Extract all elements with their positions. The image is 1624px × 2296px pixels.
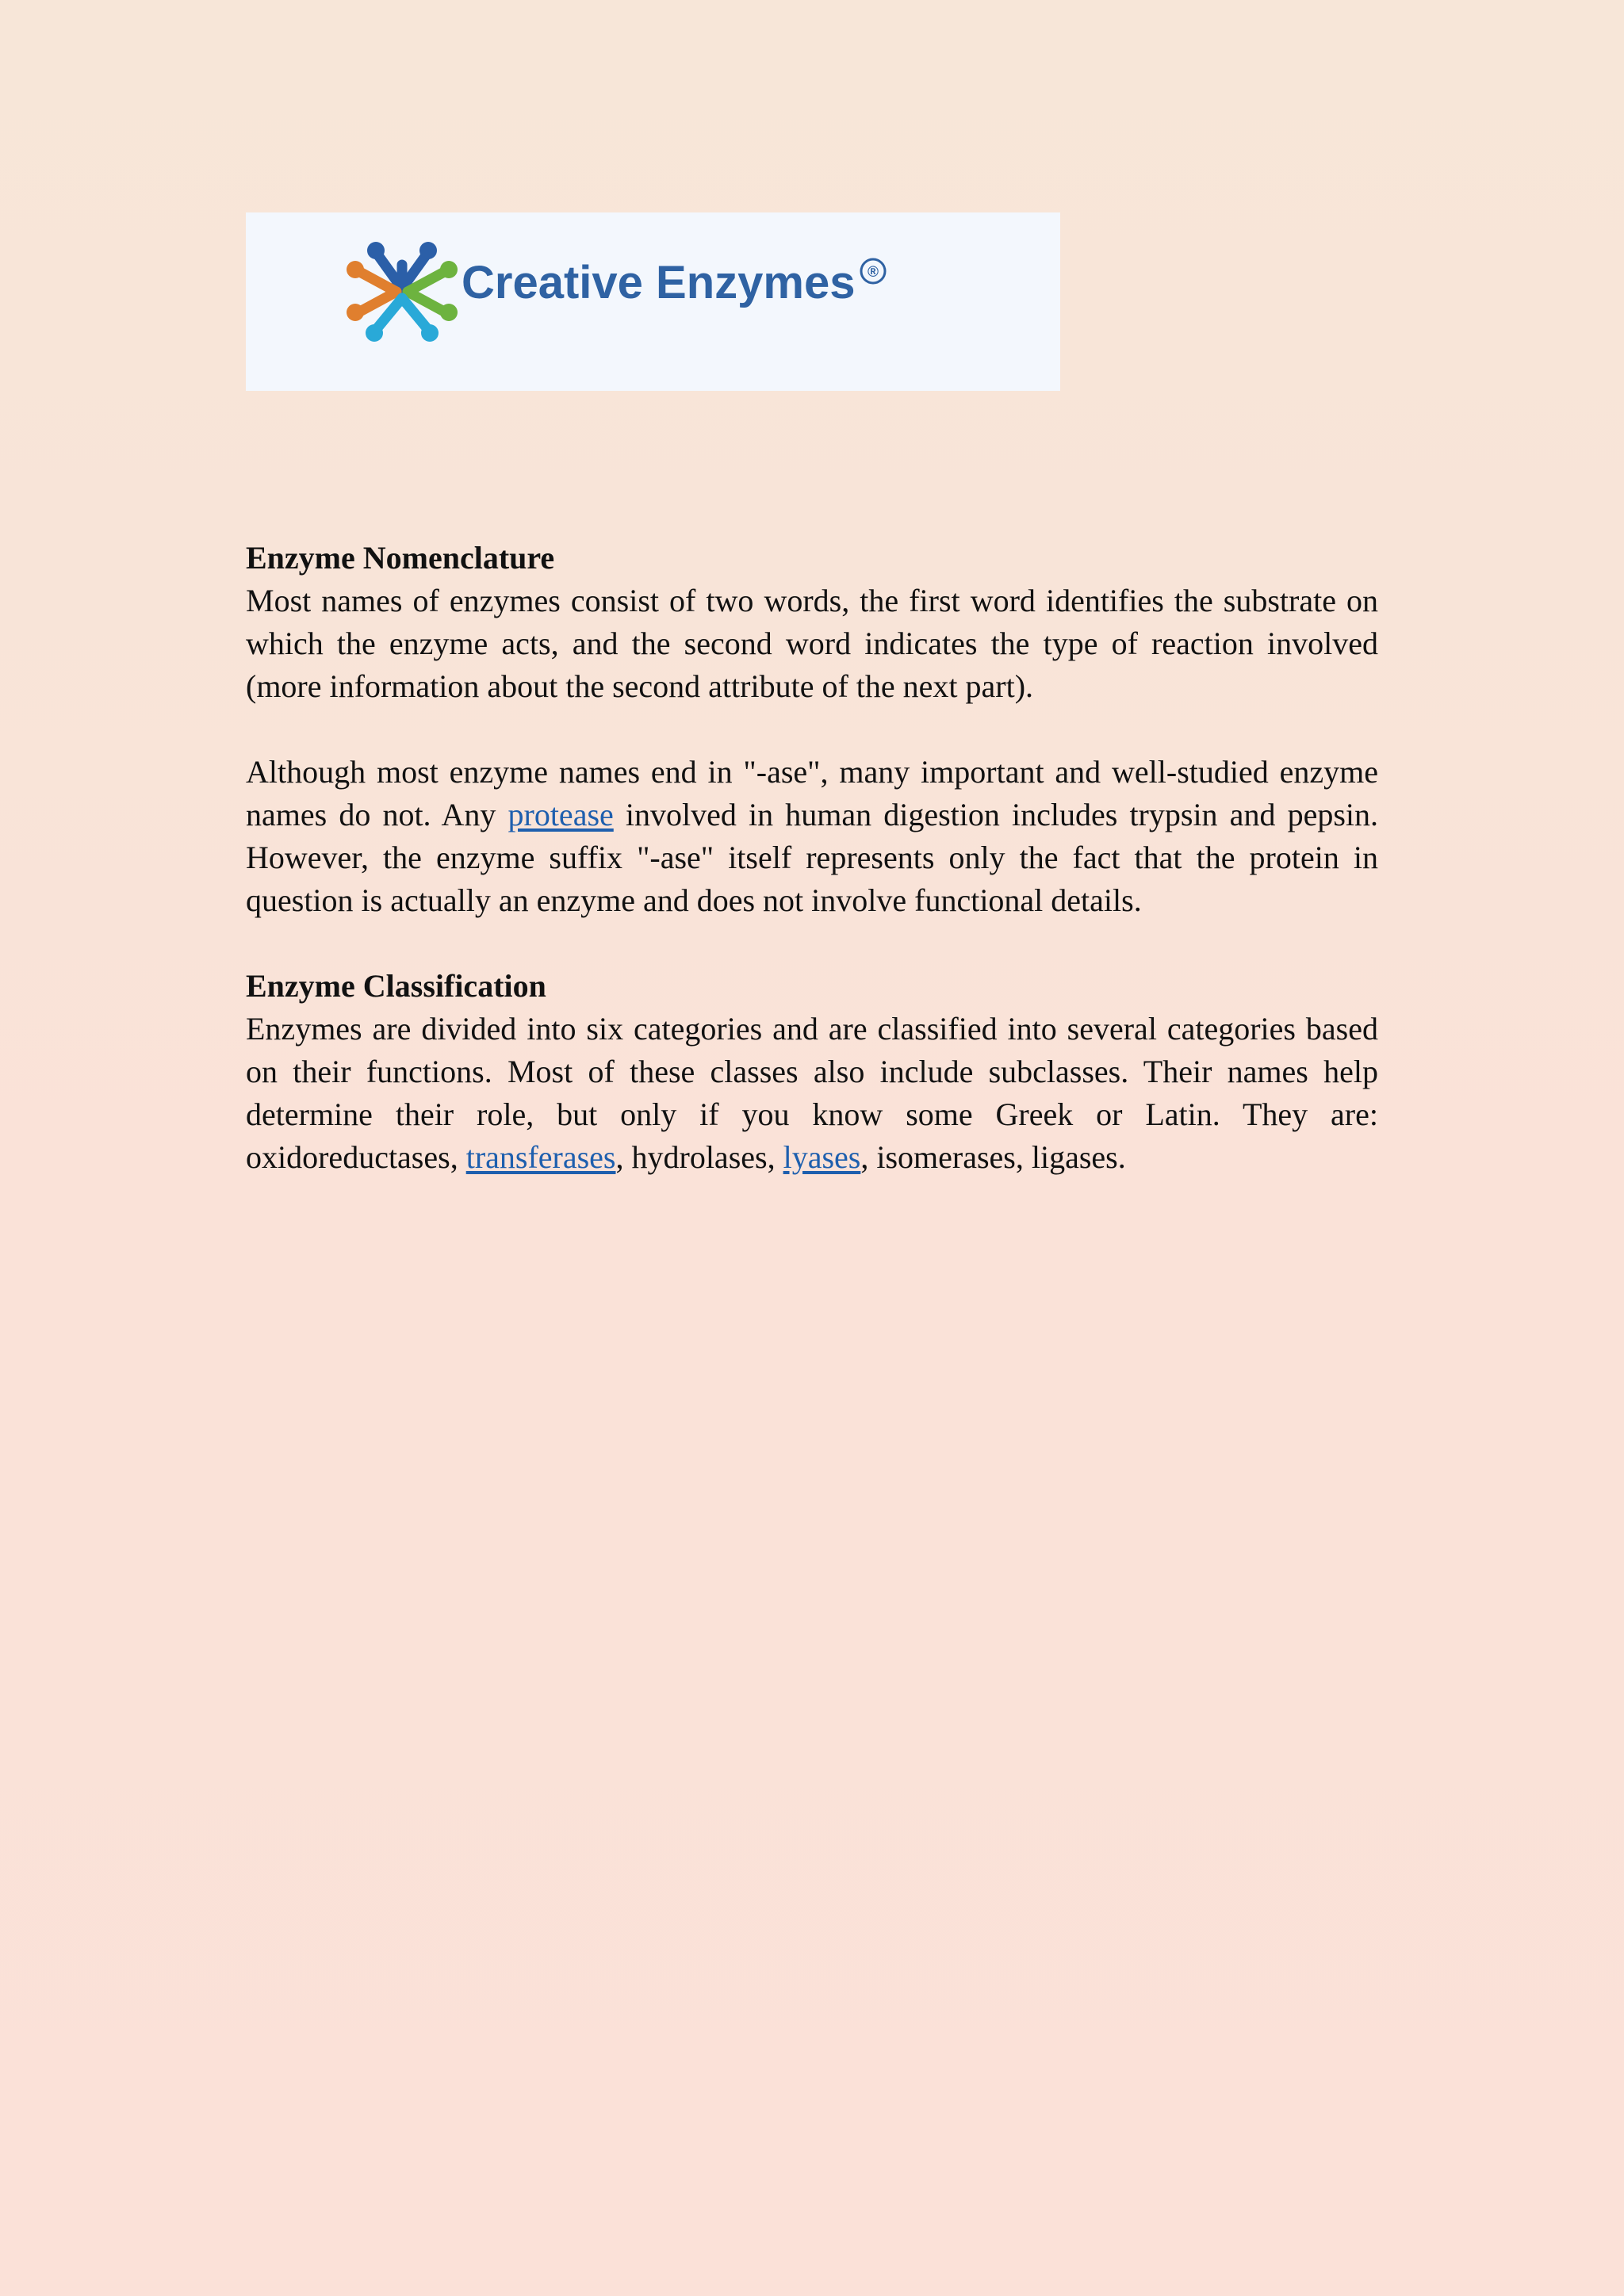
heading-enzyme-classification: Enzyme Classification	[246, 968, 546, 1004]
heading-enzyme-nomenclature: Enzyme Nomenclature	[246, 540, 555, 576]
document-body	[246, 537, 1378, 1179]
text-span: , isomerases, ligases.	[860, 1139, 1126, 1175]
paragraph-ase-suffix	[246, 751, 1378, 922]
text-span: Enzymes are divided into six categories and are classified into several categories based on their functions. Most of these classes also include subclasses. Their names help determine their role, but only if you know some Greek or Latin. They are: oxidoreductases,	[246, 1011, 1378, 1175]
svg-text:®: ®	[868, 264, 879, 281]
logo-brand-text: Creative Enzymes	[462, 257, 856, 308]
paragraph-gap	[246, 922, 1378, 965]
text-span: Although most enzyme names end in "-ase", many important and well-studied enzyme names do not. Any	[246, 754, 1378, 832]
enzyme-molecule-icon	[344, 235, 460, 346]
paragraph-gap	[246, 708, 1378, 751]
logo-banner	[246, 212, 1060, 391]
registered-mark-icon	[859, 257, 887, 285]
paragraph-nomenclature-intro: Most names of enzymes consist of two words, the first word identifies the substrate on which the enzyme acts, and the second word indicates the type of reaction involved (more information about the second attribute of the next part).	[246, 583, 1378, 704]
transferases-link[interactable]: transferases	[465, 1139, 616, 1175]
text-span: involved in human digestion includes trypsin and pepsin. However, the enzyme suffix "-ase" itself represents only the fact that the protein in question is actually an enzyme and does not involve functional details.	[246, 797, 1378, 918]
text-span: , hydrolases,	[615, 1139, 783, 1175]
paragraph-classification	[246, 1008, 1378, 1179]
lyases-link[interactable]: lyases	[783, 1139, 861, 1175]
protease-link[interactable]: protease	[508, 797, 614, 832]
